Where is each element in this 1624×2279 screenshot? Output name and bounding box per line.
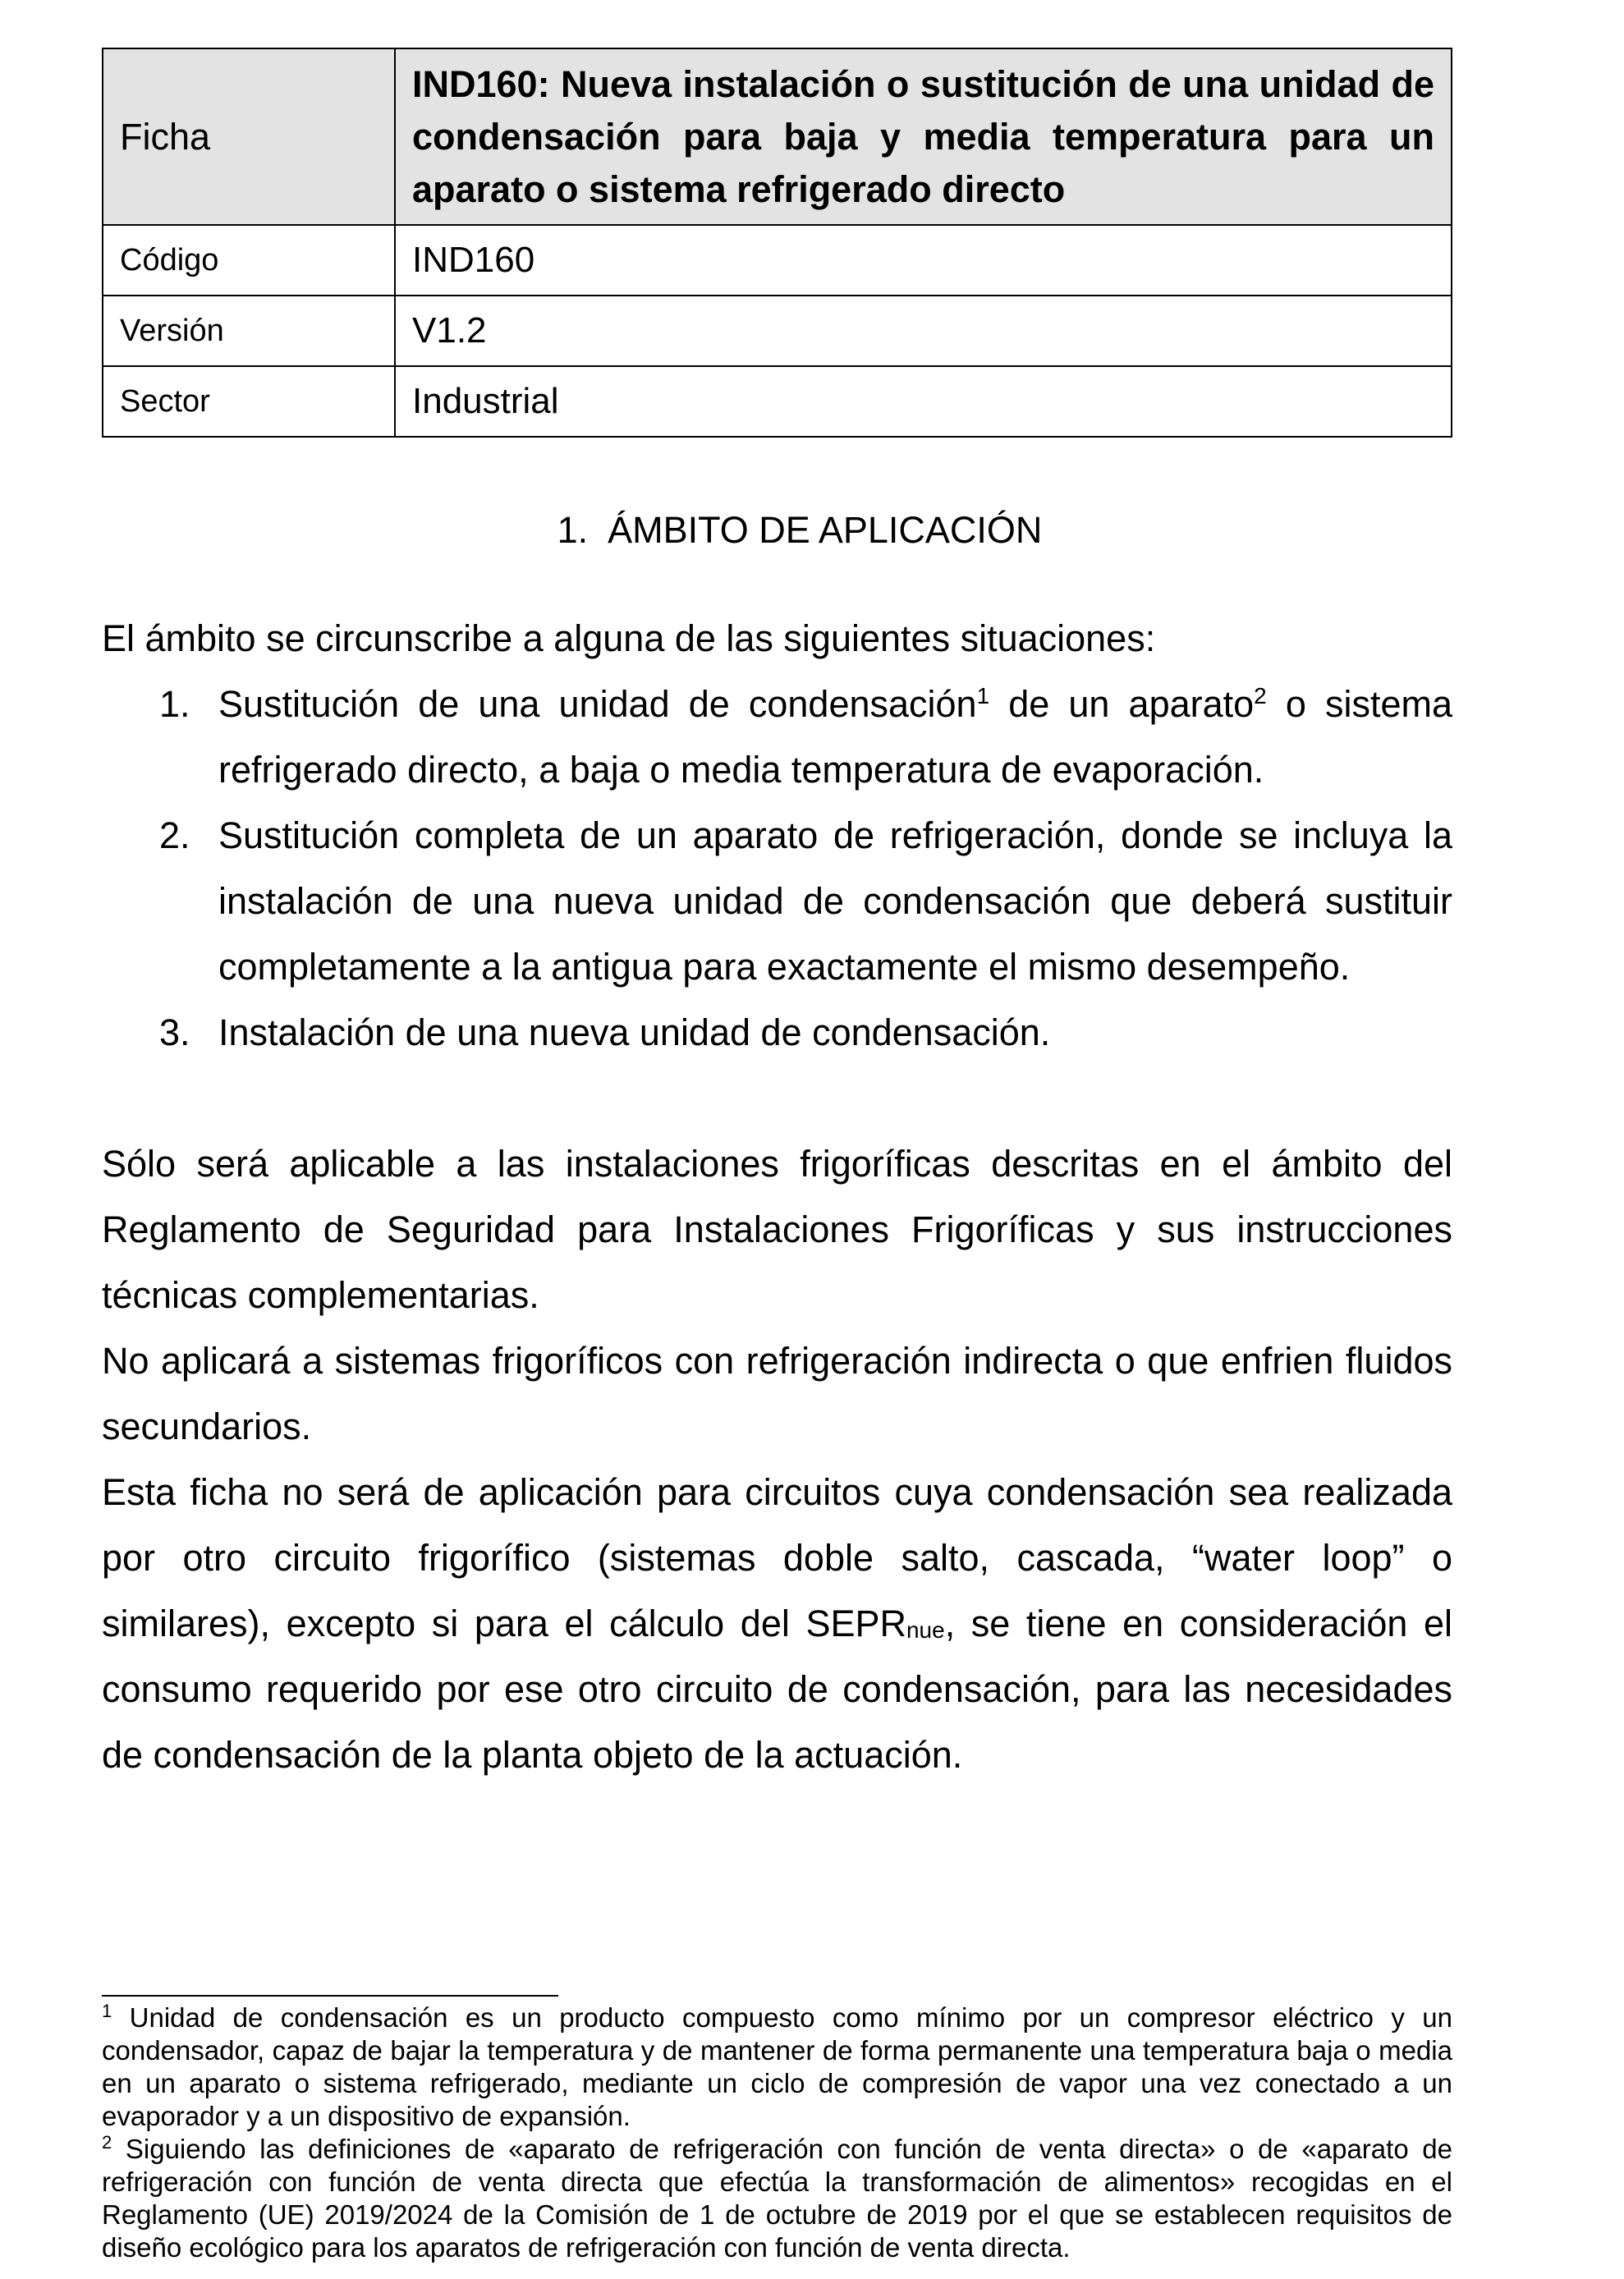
list-item-text: Instalación de una nueva unidad de condensación. [218, 1011, 1051, 1053]
situaciones-list [102, 672, 1452, 1066]
sector-row [103, 366, 1452, 437]
version-label: Versión [103, 296, 395, 366]
footnote-1 [102, 2002, 1452, 2133]
footnote-text: Siguiendo las definiciones de «aparato de refrigeración con función de venta directa» o de «aparato de refrigeración con función de venta directa que efectúa la transformación de alimentos» recogidas en el Reglamento (UE) 2019/2024 de la Comisión de 1 de octubre de 2019 por el que se establecen requisitos de diseño ecológico para los aparatos de refrigeración con función de venta directa. [102, 2134, 1452, 2263]
ficha-header-row [103, 48, 1452, 225]
list-item [102, 1000, 1452, 1066]
list-item-text: Sustitución completa de un aparato de refrigeración, donde se incluya la instalación de una nueva unidad de condensación que deberá sustituir completamente a la antigua para exactamente el mismo desempeño. [218, 814, 1452, 988]
section-title: ÁMBITO DE APLICACIÓN [608, 509, 1043, 551]
footnotes [102, 2002, 1452, 2264]
paragraph-text: , se tiene en consideración el consumo requerido por ese otro circuito de condensación, para las necesidades de condensación de la planta objeto de la actuación. [102, 1603, 1452, 1776]
ficha-title: IND160: Nueva instalación o sustitución de una unidad de condensación para baja y media temperatura para un aparato o sistema refrigerado directo [395, 48, 1452, 225]
footnote-2 [102, 2133, 1452, 2264]
paragraph-reglamento: Sólo será aplicable a las instalaciones frigoríficas descritas en el ámbito del Reglamento de Seguridad para Instalaciones Frigoríficas y sus instrucciones técnicas complementarias. [102, 1143, 1452, 1316]
list-item-number: 2. [159, 814, 190, 856]
footnote-ref-2[interactable]: 2 [1254, 683, 1267, 708]
footnote-mark: 1 [102, 2001, 112, 2021]
list-item-text: de un aparato [989, 683, 1255, 725]
list-item-number: 3. [159, 1011, 190, 1053]
list-item [102, 672, 1452, 803]
footnote-mark: 2 [102, 2132, 112, 2153]
list-item-text: o sistema refrigerado directo, a baja o media temperatura de evaporación. [218, 683, 1452, 791]
section-number: 1. [557, 509, 589, 551]
section-heading [102, 509, 1498, 552]
list-item [102, 803, 1452, 1000]
version-row [103, 296, 1452, 366]
version-value: V1.2 [395, 296, 1452, 366]
footnote-text: Unidad de condensación es un producto compuesto como mínimo por un compresor eléctrico y un condensador, capaz de bajar la temperatura y de mantener de forma permanente una temperatura baja o media en un aparato o sistema refrigerado, mediante un ciclo de compresión de vapor una vez conectado a un evaporador y a un dispositivo de expansión. [102, 2002, 1452, 2131]
ficha-label: Ficha [103, 48, 395, 225]
list-item-number: 1. [159, 683, 190, 725]
intro-text: El ámbito se circunscribe a alguna de las siguientes situaciones: [102, 617, 1156, 659]
paragraph-no-aplicara: No aplicará a sistemas frigoríficos con refrigeración indirecta o que enfrien fluidos secundarios. [102, 1340, 1452, 1447]
paragraph-excepcion [102, 1460, 1452, 1788]
sector-value: Industrial [395, 366, 1452, 437]
codigo-label: Código [103, 225, 395, 296]
sepr-subscript: nue [906, 1617, 945, 1643]
footnote-divider [102, 1995, 558, 1997]
ficha-table [102, 48, 1452, 438]
codigo-row [103, 225, 1452, 296]
list-item-text: Sustitución de una unidad de condensación [218, 683, 977, 725]
paragraph-text: Esta ficha no será de aplicación para circuitos cuya condensación sea realizada por otro circuito frigorífico (sistemas doble salto, cascada, “water loop” o similares), excepto si para el cálculo del SEPR [102, 1471, 1452, 1644]
codigo-value: IND160 [395, 225, 1452, 296]
footnote-ref-1[interactable]: 1 [976, 683, 990, 708]
sector-label: Sector [103, 366, 395, 437]
